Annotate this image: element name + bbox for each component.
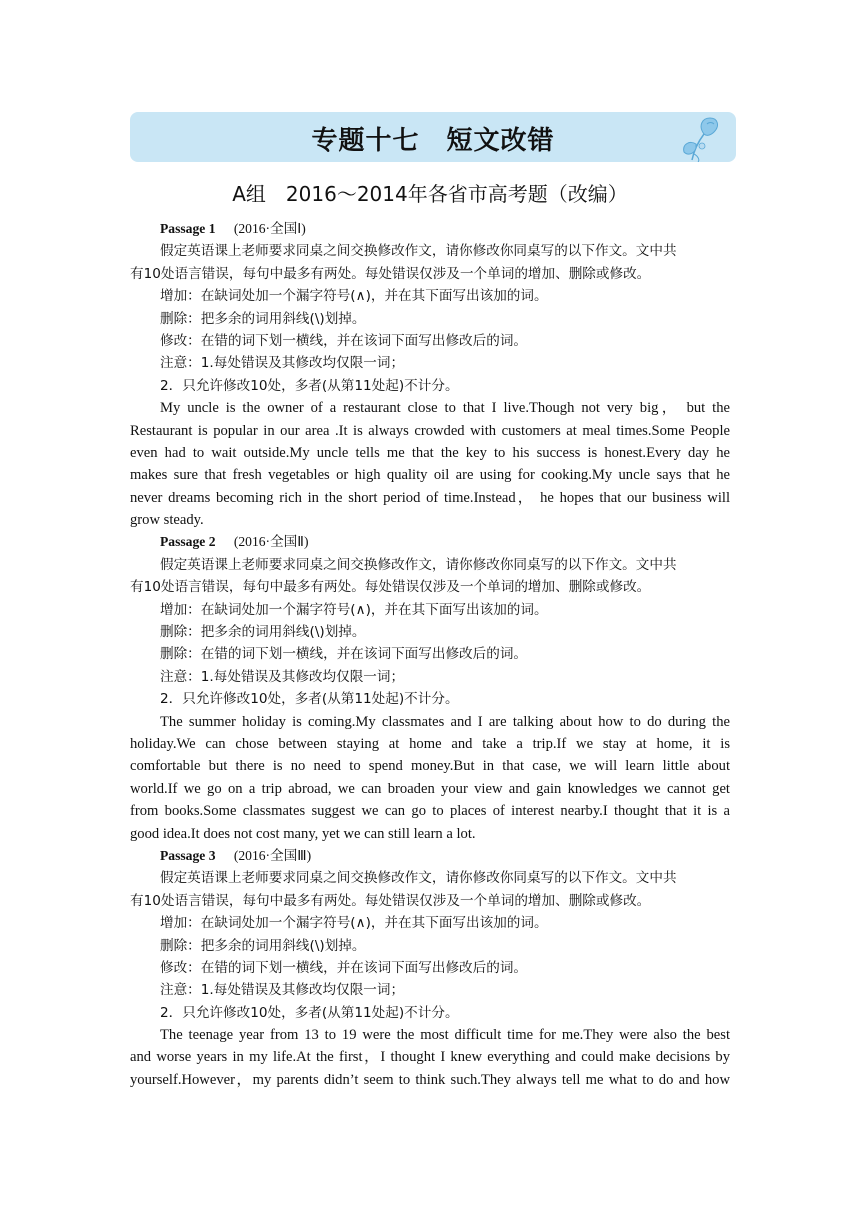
instruction-line: 删除：把多余的词用斜线(\)划掉。 (160, 937, 366, 954)
passage-text-line: holiday.We can chose between staying at home and take a trip.If we stay at home, it is (130, 735, 730, 752)
instruction-line: 2．只允许修改10处，多者(从第11处起)不计分。 (160, 377, 459, 394)
passage-heading (130, 218, 730, 240)
passage-text-line: My uncle is the owner of a restaurant close to that I live.Though not very big， but the (160, 400, 730, 417)
flower-decoration-icon (674, 114, 722, 162)
passage-text-line: The teenage year from 13 to 19 were the most difficult time for me.They were also the best (160, 1027, 730, 1044)
passage-text-line: and worse years in my life.At the first，I thought I knew everything and could make decisions by (130, 1049, 730, 1066)
passage-text-line: yourself.However，my parents didn’t seem to think such.They always tell me what to do and how (130, 1071, 730, 1088)
instruction-line: 有10处语言错误，每句中最多有两处。每处错误仅涉及一个单词的增加、删除或修改。 (130, 892, 651, 909)
section-heading: A组 2016～2014年各省市高考题（改编） (232, 182, 628, 206)
passage-title: Passage 1 (160, 221, 216, 236)
passage-text-line: makes sure that fresh vegetables or high quality oil are using for cooking.My uncle says that he (130, 467, 730, 484)
passage-source: (2016·全国Ⅰ) (233, 221, 306, 236)
instruction-line: 修改：在错的词下划一横线，并在该词下面写出修改后的词。 (160, 959, 528, 976)
passage-source: (2016·全国Ⅱ) (233, 534, 309, 550)
passage-title: Passage 3 (160, 847, 216, 863)
instruction-line: 增加：在缺词处加一个漏字符号(∧)，并在其下面写出该加的词。 (160, 915, 548, 932)
passage-text-line: good idea.It does not cost many, yet we can still learn a lot. (130, 825, 476, 842)
passage-text-line: The summer holiday is coming.My classmates and I are talking about how to do during the (160, 713, 730, 730)
instruction-line: 增加：在缺词处加一个漏字符号(∧)，并在其下面写出该加的词。 (160, 288, 548, 305)
instruction-line: 注意：1.每处错误及其修改均仅限一词； (160, 668, 405, 685)
passage-text-line: even had to wait outside.My uncle tells me that the key to his success is honest.Every day he (130, 444, 730, 461)
title-banner (130, 112, 736, 162)
instruction-line: 修改：在错的词下划一横线，并在该词下面写出修改后的词。 (160, 332, 528, 349)
document-body (130, 218, 730, 1091)
instruction-line: 有10处语言错误，每句中最多有两处。每处错误仅涉及一个单词的增加、删除或修改。 (130, 579, 651, 596)
instruction-line: 增加：在缺词处加一个漏字符号(∧)，并在其下面写出该加的词。 (160, 601, 548, 618)
instruction-line: 删除：把多余的词用斜线(\)划掉。 (160, 624, 366, 641)
passage-source: (2016·全国Ⅲ) (233, 847, 312, 863)
passage-text-line: never dreams becoming rich in the short period of time.Instead， he hopes that our business will (130, 489, 730, 506)
instruction-line: 假定英语课上老师要求同桌之间交换修改作文，请你修改你同桌写的以下作文。文中共 (160, 870, 677, 887)
instruction-line: 假定英语课上老师要求同桌之间交换修改作文，请你修改你同桌写的以下作文。文中共 (160, 556, 677, 573)
passage-title: Passage 2 (160, 534, 216, 550)
instruction-line: 有10处语言错误，每句中最多有两处。每处错误仅涉及一个单词的增加、删除或修改。 (130, 265, 651, 282)
passage-text-line: grow steady. (130, 512, 204, 529)
passage-text-line: world.If we go on a trip abroad, we can broaden your view and gain knowledges we cannot get (130, 780, 730, 797)
instruction-line: 删除：在错的词下划一横线，并在该词下面写出修改后的词。 (160, 646, 528, 663)
passage-text-line: Restaurant is popular in our area .It is always crowded with customers at meal times.Some People (130, 422, 730, 439)
passage-text-line: from books.Some classmates suggest we can go to places of interest nearby.I thought that it is a (130, 803, 730, 820)
passage-heading (130, 531, 730, 553)
instruction-line: 删除：把多余的词用斜线(\)划掉。 (160, 310, 366, 327)
passage-text-line: comfortable but there is no need to spend money.But in that case, we will learn little about (130, 758, 730, 775)
instruction-line: 2．只允许修改10处，多者(从第11处起)不计分。 (160, 1004, 459, 1021)
instruction-line: 注意：1.每处错误及其修改均仅限一词； (160, 355, 405, 372)
chapter-title: 专题十七 短文改错 (311, 126, 555, 156)
passage-heading (130, 845, 730, 867)
instruction-line: 注意：1.每处错误及其修改均仅限一词； (160, 982, 405, 999)
instruction-line: 2．只允许修改10处，多者(从第11处起)不计分。 (160, 691, 459, 708)
instruction-line: 假定英语课上老师要求同桌之间交换修改作文，请你修改你同桌写的以下作文。文中共 (160, 243, 677, 260)
